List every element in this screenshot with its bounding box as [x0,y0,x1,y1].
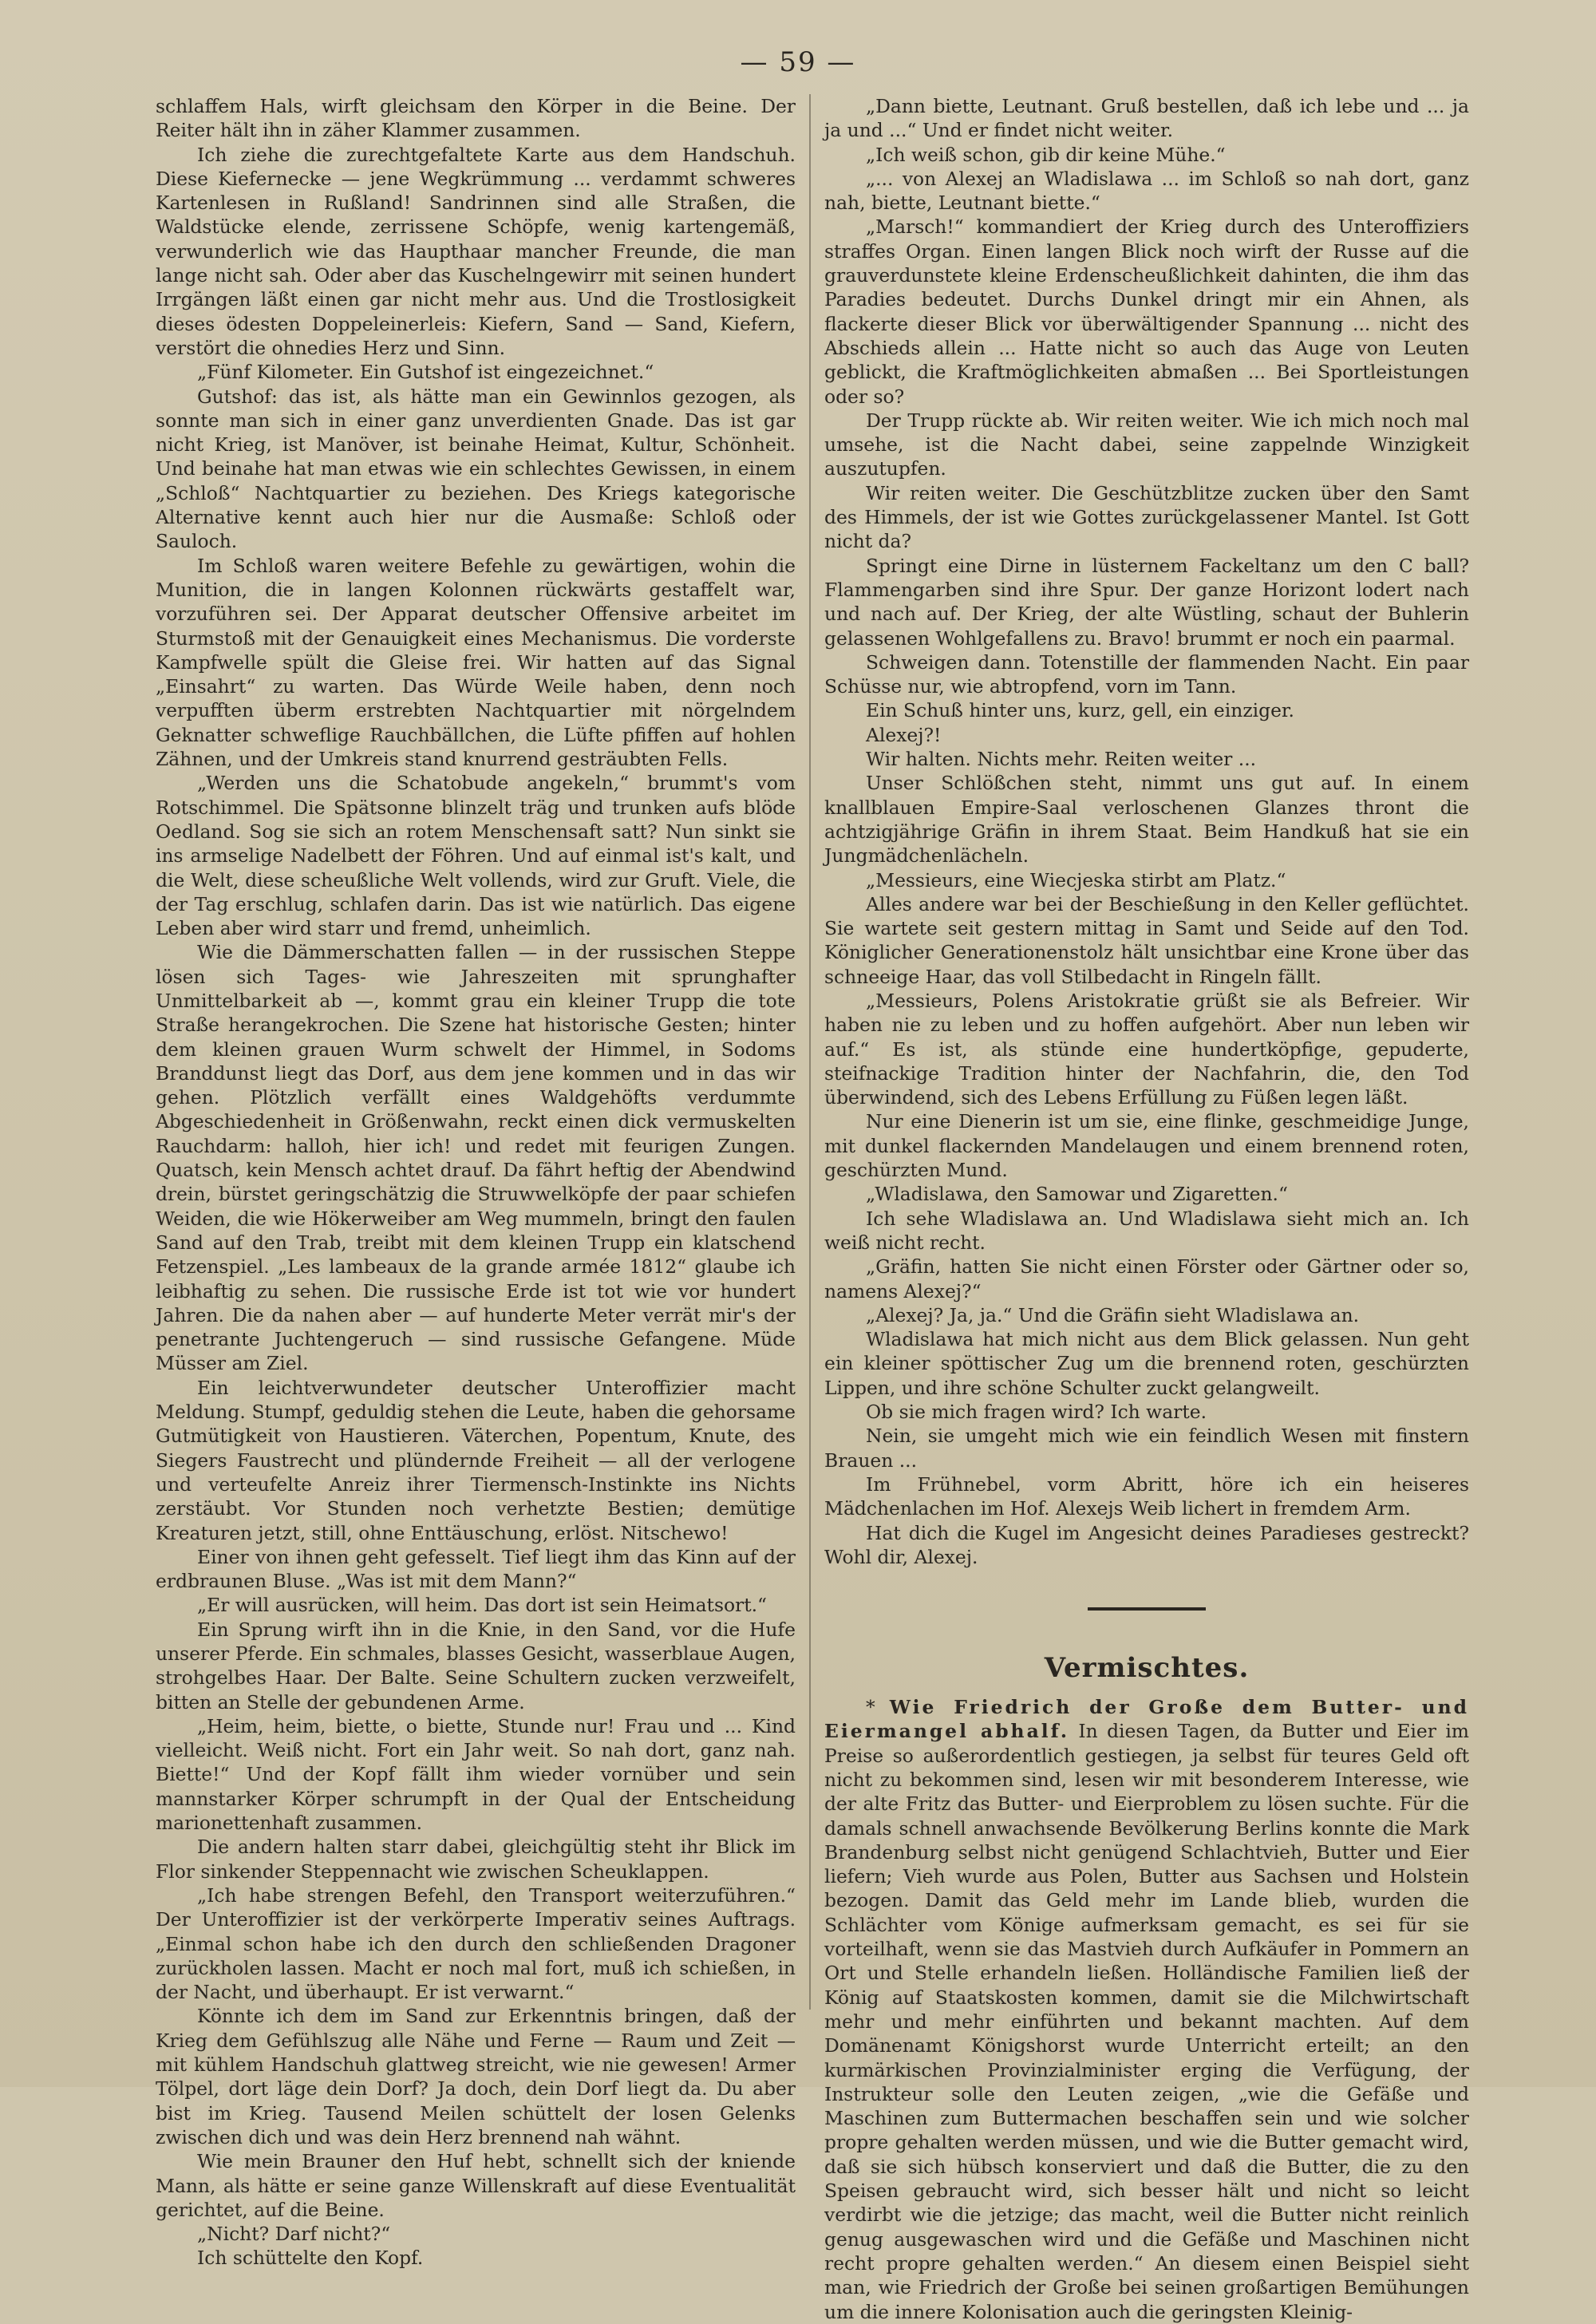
story-paragraph: Ein Sprung wirft ihn in die Knie, in den Sand, vor die Hufe unserer Pferde. Ein schmales, blasses Gesicht, wasserblaue Augen, strohgelbes Haar. Der Balte. Seine Schultern zucken verzweifelt, bitten an Stelle der gebundenen Arme. [156,1618,796,1713]
section-divider [1088,1607,1206,1611]
story-paragraph: Ein Schuß hinter uns, kurz, gell, ein einziger. [866,699,1294,722]
story-paragraph: Wir reiten weiter. Die Geschützblitze zucken über den Samt des Himmels, der ist wie Gottes zurückgelassener Mantel. Ist Gott nicht da? [824,481,1469,553]
story-paragraph: „Wladislawa, den Samowar und Zigaretten.“ [866,1183,1288,1206]
story-paragraph: „Alexej? Ja, ja.“ Und die Gräfin sieht Wladislawa an. [866,1303,1360,1326]
story-paragraph: Ich sehe Wladislawa an. Und Wladislawa sieht mich an. Ich weiß nicht recht. [824,1207,1469,1254]
story-paragraph: „Ich weiß schon, gib dir keine Mühe.“ [866,143,1226,166]
story-paragraph: Wir halten. Nichts mehr. Reiten weiter ... [866,748,1257,771]
story-paragraph: Die andern halten starr dabei, gleichgültig steht ihr Blick im Flor sinkender Steppennacht wie zwischen Scheuklappen. [156,1836,796,1883]
story-paragraph: Wie mein Brauner den Huf hebt, schnellt sich der kniende Mann, als hätte er seine ganze Willenskraft auf diese Eventualität gerichtet, auf die Beine. [156,2150,796,2221]
section-heading: Vermischtes. [1044,1652,1250,1685]
story-paragraph: „Heim, heim, biette, o biette, Stunde nur! Frau und ... Kind vielleicht. Weiß nicht. Fort ein Jahr weit. So nah dort, ganz nah. Biette!“ Und der Kopf fällt ihm wieder vornüber und sein mannstarker Körper schrumpft in der Qual der Entscheidung marionettenhaft zusammen. [156,1714,796,1835]
page-number: — 59 — [740,46,856,78]
story-paragraph: Ob sie mich fragen wird? Ich warte. [866,1401,1207,1424]
story-paragraph: „Dann biette, Leutnant. Gruß bestellen, daß ich lebe und ... ja ja und ...“ Und er findet nicht weiter. [824,95,1469,142]
story-paragraph: schlaffem Hals, wirft gleichsam den Körper in die Beine. Der Reiter hält ihn in zäher Klammer zusammen. [156,95,796,142]
story-paragraph: Alles andere war bei der Beschießung in den Keller geflüchtet. Sie wartete seit gestern mittag in Samt und Seide auf den Tod. Königlicher Generationenstolz hält unsichtbar eine Krone über das schneeige Haar, das voll Stilbedacht in Ringeln fällt. [824,892,1469,988]
story-paragraph: Gutshof: das ist, als hätte man ein Gewinnlos gezogen, als sonnte man sich in einer ganz unverdienten Gnade. Das ist gar nicht Krieg, ist Manöver, ist beinahe Heimat, Kultur, Schönheit. Und beinahe hat man etwas wie ein schlechtes Gewissen, in einem „Schloß“ Nachtquartier zu beziehen. Des Kriegs kategorische Alternative kennt auch hier nur die Ausmaße: Schloß oder Sauloch. [156,385,796,553]
story-paragraph: „Ich habe strengen Befehl, den Transport weiterzuführen.“ Der Unteroffizier ist der verkörperte Imperativ seines Auftrags. „Einmal schon habe ich den durch den schließenden Dragoner zurückholen lassen. Macht er noch mal fort, muß ich schießen, in der Nacht, und überhaupt. Er ist verwarnt.“ [156,1883,796,2004]
column-rule [809,94,811,2010]
story-paragraph: Der Trupp rückte ab. Wir reiten weiter. Wie ich mich noch mal umsehe, ist die Nacht dabei, seine zappelnde Winzigkeit auszutupfen. [824,409,1469,480]
story-paragraph: Ich schüttelte den Kopf. [197,2247,424,2270]
story-paragraph: „Messieurs, eine Wiecjeska stirbt am Platz.“ [866,868,1286,891]
story-paragraph: „Nicht? Darf nicht?“ [197,2223,391,2246]
story-paragraph: Im Frühnebel, vorm Abritt, höre ich ein heiseres Mädchenlachen im Hof. Alexejs Weib lichert in fremdem Arm. [824,1472,1469,1520]
story-paragraph: Einer von ihnen geht gefesselt. Tief liegt ihm das Kinn auf der erdbraunen Bluse. „Was ist mit dem Mann?“ [156,1545,796,1593]
story-paragraph: Schweigen dann. Totenstille der flammenden Nacht. Ein paar Schüsse nur, wie abtropfend, vorn im Tann. [824,650,1469,698]
story-paragraph: Nur eine Dienerin ist um sie, eine flinke, geschmeidige Junge, mit dunkel flackernden Mandelaugen und einem brennend roten, geschürzten Mund. [824,1110,1469,1182]
story-paragraph: „Werden uns die Schatobude angekeln,“ brummt's vom Rotschimmel. Die Spätsonne blinzelt träg und trunken aufs blöde Oedland. Sog sie sich an rotem Menschensaft satt? Nun sinkt sie ins armselige Nadelbett der Föhren. Und auf einmal ist's kalt, und die Welt, diese scheußliche Welt vollends, wird zur Gruft. Viele, die der Tag erschlug, schlafen darin. Das ist wie natürlich. Das eigene Leben aber wird starr und fremd, unheimlich. [156,772,796,940]
story-paragraph: Unser Schlößchen steht, nimmt uns gut auf. In einem knallblauen Empire-Saal verloschenen Glanzes thront die achtzigjährige Gräfin in ihrem Staat. Beim Handkuß hat sie ein Jungmädchenlächeln. [824,772,1469,868]
story-paragraph: Nein, sie umgeht mich wie ein feindlich Wesen mit finstern Brauen ... [824,1425,1469,1472]
article-paragraph [824,1695,1469,2324]
story-paragraph: „Marsch!“ kommandiert der Krieg durch des Unteroffiziers straffes Organ. Einen langen Blick noch wirft der Russe auf die grauverdunstete kleine Erdenscheußlichkeit dahinten, die ihm das Paradies bedeutet. Durchs Dunkel dringt mir ein Ahnen, als flackerte dieser Blick vor überwältigender Spannung ... nicht des Abschieds allein ... Hatte nicht so auch das Auge von Leuten geblickt, die Kraftmöglichkeiten abmaßen ... Bei Sportleistungen oder so? [824,215,1469,408]
article-body: In diesen Tagen, da Butter und Eier im Preise so außerordentlich gestiegen, ja selbst für teures Geld oft nicht zu bekommen sind, lesen wir mit besonderem Interesse, wie der alte Fritz das Butter- und Eierproblem zu lösen suchte. Für die damals schnell anwachsende Bevölkerung Berlins konnte die Mark Brandenburg selbst nicht genügend Schlachtvieh, Butter und Eier liefern; Vieh wurde aus Polen, Butter aus Sachsen und Holstein bezogen. Damit das Geld mehr im Lande blieb, wurden die Schlächter vom Könige aufmerksam gemacht, es sei für sie vorteilhaft, wenn sie das Mastvieh durch Aufkäufer in Pommern an Ort und Stelle erhandeln ließen. Holländische Familien ließ der König auf Staatskosten kommen, damit sie die Milchwirtschaft mehr und mehr einführten und bekannt machten. Auf dem Domänenamt Königshorst wurde Unterricht erteilt; an den kurmärkischen Provinzialminister erging die Verfügung, der Instrukteur solle den Leuten zeigen, „wie die Gefäße und Maschinen zum Buttermachen beschaffen sein und wie solcher propre gehalten werden müssen, und wie die Butter gemacht wird, daß sie sich hübsch konserviert und daß die Butter, die zu den Speisen gebraucht wird, sich besser hält und nicht so leicht verdirbt wie die jetzige; das macht, weil die Butter nicht reinlich genug ausgewaschen wird und die Gefäße und Maschinen nicht recht propre gehalten werden.“ An diesem einen Beispiel sieht man, wie Friedrich der Große bei seinen großartigen Bemühungen um die innere Kolonisation auch die geringsten Kleinig- [824,1720,1469,2323]
story-paragraph: „... von Alexej an Wladislawa ... im Schloß so nah dort, ganz nah, biette, Leutnant biette.“ [824,167,1469,215]
story-paragraph: „Fünf Kilometer. Ein Gutshof ist eingezeichnet.“ [197,361,654,384]
story-paragraph: Hat dich die Kugel im Angesicht deines Paradieses gestreckt? Wohl dir, Alexej. [824,1521,1469,1568]
story-left-column [156,94,796,2271]
story-paragraph: Ein leichtverwundeter deutscher Unteroffizier macht Meldung. Stumpf, geduldig stehen die Leute, haben die gehorsame Gutmütigkeit von Haustieren. Väterchen, Popentum, Knute, des Siegers Faustrecht und plündernde Freiheit — all der verlogene und verteufelte Anreiz ihrer Tiermensch-Instinkte ins Nichts zerstäubt. Vor Stunden noch verhetzte Bestien; demütige Kreaturen jetzt, still, ohne Enttäuschung, erlöst. Nitschewo! [156,1376,796,1544]
story-paragraph: Wladislawa hat mich nicht aus dem Blick gelassen. Nun geht ein kleiner spöttischer Zug um die brennend roten, geschürzten Lippen, und ihre schöne Schulter zuckt gelangweilt. [824,1328,1469,1399]
story-paragraph: Ich ziehe die zurechtgefaltete Karte aus dem Handschuh. Diese Kiefernecke — jene Wegkrümmung ... verdammt schweres Kartenlesen in Rußland! Sandrinnen sind alle Straßen, die Waldstücke elende, zerrissene Schöpfe, wenig kartengemäß, verwunderlich wie das Haupthaar mancher Freunde, die man lange nicht sah. Oder aber das Kuschelngewirr mit seinen hundert Irrgängen läßt einen gar nicht mehr aus. Und die Trostlosigkeit dieses ödesten Doppeleinerleis: Kiefern, Sand — Sand, Kiefern, verstört die ohnedies Herz und Sinn. [156,143,796,359]
story-paragraph: „Gräfin, hatten Sie nicht einen Förster oder Gärtner oder so, namens Alexej?“ [824,1255,1469,1302]
story-paragraph: Im Schloß waren weitere Befehle zu gewärtigen, wohin die Munition, die in langen Kolonnen rückwärts gestaffelt war, vorzuführen sei. Der Apparat deutscher Offensive arbeitet im Sturmstoß mit der Genauigkeit eines Mechanismus. Die vorderste Kampfwelle spült die Gleise frei. Wir hatten auf das Signal „Einsahrt“ zu warten. Das Würde Weile haben, denn noch verpufften überm erstrebten Nachtquartier mit nörgelndem Geknatter schweflige Rauchbällchen, die Lüfte pfiffen auf hohlen Zähnen, und der Umkreis stand knurrend gesträubten Fells. [156,554,796,771]
story-paragraph: „Messieurs, Polens Aristokratie grüßt sie als Befreier. Wir haben nie zu leben und zu hoffen aufgehört. Aber nun leben wir auf.“ Es ist, als stünde eine hundertköpfige, gepuderte, steifnackige Tradition hinter der Nachfahrin, die, den Tod überwindend, sich des Lebens Erfüllung zu Füßen legen läßt. [824,989,1469,1109]
story-paragraph: Wie die Dämmerschatten fallen — in der russischen Steppe lösen sich Tages- wie Jahreszeiten mit sprunghafter Unmittelbarkeit ab —, kommt grau ein kleiner Trupp die tote Straße herangekrochen. Die Szene hat historische Gesten; hinter dem kleinen grauen Wurm schwelt der Himmel, in Sodoms Branddunst liegt das Dorf, aus dem jene kommen und in das wir gehen. Plötzlich verfällt eines Waldgehöfts verdummte Abgeschiedenheit in Größenwahn, reckt einen dick vermuskelten Rauchdarm: halloh, hier ich! und redet mit feurigen Zungen. Quatsch, kein Mensch achtet drauf. Da fährt heftig der Abendwind drein, bürstet geringschätzig die Struwwelköpfe der paar schiefen Weiden, die wie Hökerweiber am Weg mummeln, bringt den faulen Sand auf den Trab, treibt mit dem kleinen Trupp ein klatschend Fetzenspiel. „Les lambeaux de la grande armée 1812“ glaube ich leibhaftig zu sehen. Die russische Erde ist tot wie vor hundert Jahren. Die da nahen aber — auf hunderte Meter verrät mir's der penetrante Juchtengeruch — sind russische Gefangene. Müde Müsser am Ziel. [156,941,796,1375]
article-title: Wie Friedrich der Große dem Butter- und Eiermangel abhalf. [824,1696,1469,1743]
story-right-column [824,94,1469,2324]
story-paragraph: Alexej?! [866,723,942,746]
story-paragraph: „Er will ausrücken, will heim. Das dort ist sein Heimatsort.“ [197,1594,768,1617]
article-marker: * [866,1696,875,1719]
story-paragraph: Könnte ich dem im Sand zur Erkenntnis bringen, daß der Krieg dem Gefühlszug alle Nähe und Ferne — Raum und Zeit — mit kühlem Handschuh glattweg streicht, wie nie gewesen! Armer Tölpel, dort läge dein Dorf? Ja doch, dein Dorf liegt da. Du aber bist im Krieg. Tausend Meilen schüttelt der losen Gelenks zwischen dich und was dein Herz brennend nah wähnt. [156,2005,796,2148]
story-paragraph: Springt eine Dirne in lüsternem Fackeltanz um den C ball? Flammengarben sind ihre Spur. Der ganze Horizont lodert nach und nach auf. Der Krieg, der alte Wüstling, schaut der Buhlerin gelassenen Wohlgefallens zu. Bravo! brummt er noch ein paarmal. [824,554,1469,650]
